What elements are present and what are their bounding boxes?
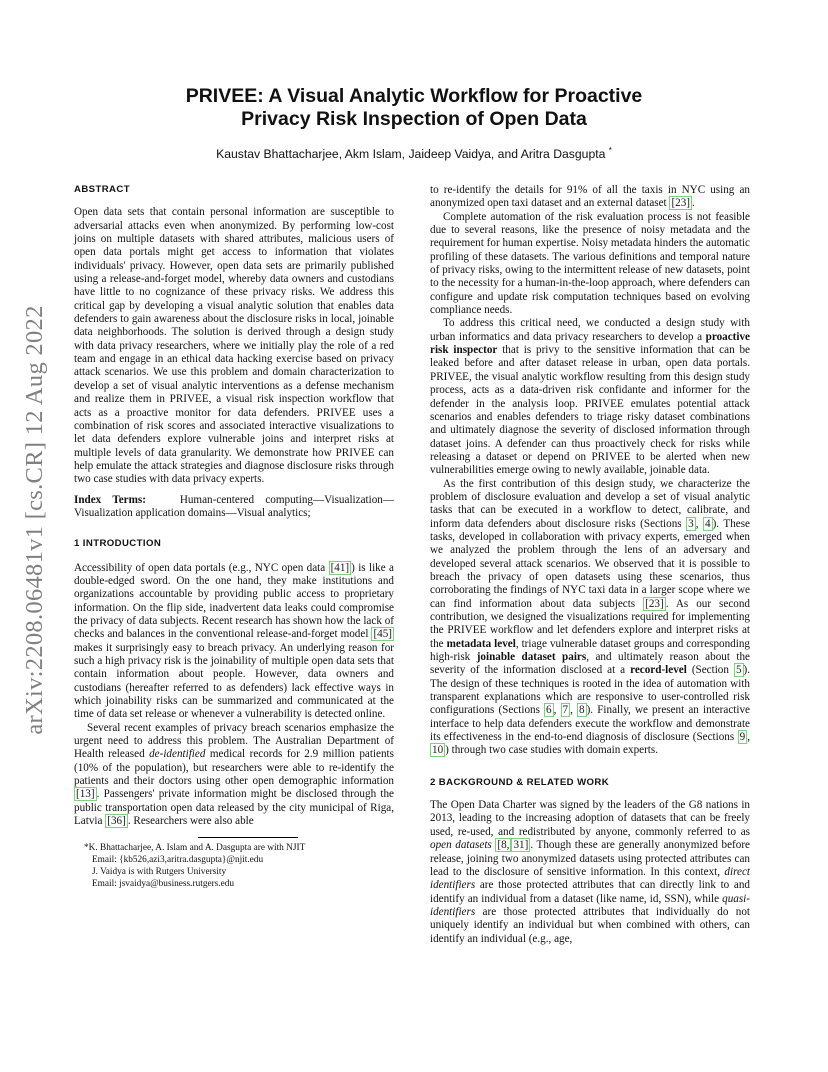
footnote-line-4: Email: jsvaidya@business.rutgers.edu bbox=[92, 879, 235, 889]
title-line-1: PRIVEE: A Visual Analytic Workflow for Proactive bbox=[185, 85, 643, 107]
text-run: Several recent examples of privacy breach scenarios emphasize the urgent need to address this problem. The Australian Department of Health released bbox=[74, 721, 394, 761]
footnote-line-1: *K. Bhattacharjee, A. Islam and A. Dasgupta are with NJIT bbox=[84, 843, 306, 853]
intro-paragraph-6: As the first contribution of this design study, we characterize the problem of disclosure evaluation and develop a set of visual analytic tasks that can be executed in a workflow to detect, calibrate, and inform data defenders about disclosure risks (Sections 3 , 4 ). These tasks, developed in collaboration with privacy experts, emerged when we analyzed the problem through the lens of an adversary and developed several attack scenarios. We observed that it is possible to breach the privacy of open datasets using these scenarios, thus corroborating the findings of NYC taxi data in a larger scope where we can find information about data subjects [23] . As our second contribution, we designed the visualizations required for implementing the PRIVEE workflow and let defenders explore and interpret risks at the metadata level, triage vulnerable dataset groups and corresponding high-risk joinable dataset pairs, and ultimately reason about the severity of the information disclosed at a record-level (Section 5 ). The design of these techniques is rooted in the idea of automation with transparent explanations which are responsive to user-controlled risk configurations (Sections 6 , 7 , 8 ). Finally, we present an interactive interface to help data defenders execute the workflow and demonstrate its effectiveness in the end-to-end diagnosis of disclosure (Sections 9 , 10 ) through two case studies with domain experts. bbox=[430, 477, 751, 757]
text-run: To address this critical need, we conducted a design study with urban informatics and data privacy researchers to develop a bbox=[430, 317, 750, 343]
bold-term: proactive risk inspector bbox=[430, 330, 750, 357]
text-run: ). The design of these techniques is rooted in the idea of automation with transparent explanations which are responsive to user-controlled risk configurations (Sections bbox=[430, 664, 751, 717]
abstract-text: Open data sets that contain personal information are susceptible to adversarial attacks even when anonymized. By performing low-cost joins on multiple datasets with shared attributes, malicious users of open data portals might get access to information that violates individuals' privacy. However, open data sets are primarily published using a release-and-forget model, whereby data owners and custodians have little to no cognizance of these privacy risks. We address this critical gap by developing a visual analytic solution that enables data defenders to gain awareness about the disclosure risks in local, joinable data neighborhoods. The solution is derived through a design study with data privacy researchers, where we initially play the role of a red team and engage in an ethical data hacking exercise based on privacy attack scenarios. We use this problem and domain characterization to develop a set of visual analytic interventions as a defense mechanism and realize them in PRIVEE, a visual risk inspection workflow that acts as a proactive monitor for data defenders. PRIVEE uses a combination of risk scores and associated interactive visualizations to let data defenders explore vulnerable joins and interpret risks at multiple levels of data granularity. We demonstrate how PRIVEE can help emulate the attack strategies and diagnose disclosure risks through two case studies with data privacy experts. bbox=[74, 206, 394, 486]
bold-term: metadata level bbox=[446, 637, 516, 650]
author-footnote-mark: * bbox=[608, 146, 612, 155]
section-ref-3[interactable]: 3 bbox=[688, 517, 694, 530]
text-run: . As our second contribution, we designed the visualizations required for implementing the PRIVEE workflow and let defenders explore and interpret risks at the bbox=[430, 597, 750, 650]
text-run: ) through two case studies with domain experts. bbox=[445, 744, 659, 757]
index-terms-label: Index Terms: bbox=[74, 493, 146, 506]
section-ref-8[interactable]: 8 bbox=[579, 704, 585, 717]
arxiv-stamp bbox=[10, 280, 60, 760]
footnote-line-3: J. Vaidya is with Rutgers University bbox=[92, 867, 227, 877]
emphasis: de-identified bbox=[149, 748, 206, 761]
section-ref-4[interactable]: 4 bbox=[705, 517, 711, 530]
emphasis: direct identifiers bbox=[430, 865, 750, 892]
intro-paragraph-3 bbox=[430, 184, 750, 211]
emphasis: open datasets bbox=[430, 839, 492, 852]
text-run: , and ultimately reason about the severity of the information disclosed at a bbox=[430, 651, 751, 677]
emphasis: quasi-identifiers bbox=[430, 892, 750, 918]
section-ref-5[interactable]: 5 bbox=[735, 664, 742, 677]
intro-paragraph-1 bbox=[74, 562, 394, 722]
arxiv-stamp-text: arXiv:2208.06481v1 [cs.CR] 12 Aug 2022 bbox=[21, 305, 48, 735]
text-run: The Open Data Charter was signed by the leaders of the G8 nations in 2013, leading to the increasing adoption of datasets that can be freely used, re-used, and redistributed by anyone, commonly referred to as bbox=[430, 799, 750, 838]
section-ref-9[interactable]: 9 bbox=[739, 731, 746, 744]
section-ref-6[interactable]: 6 bbox=[546, 704, 552, 717]
citation-13[interactable]: [13] bbox=[76, 788, 95, 801]
intro-paragraph-5 bbox=[430, 317, 750, 477]
text-run: that is privy to the sensitive information that can be leaked before and after dataset release in urban, open data portals. PRIVEE, the visual analytic workflow resulting from this design study process, acts as a data-driven risk confidante and informer for the defender in the analysis loop. PRIVEE emulates potential attack scenarios and enables defenders to triage risky dataset combinations and ultimately diagnose the severity of disclosed information through dataset joins. A defender can thus proactively check for risks while releasing a dataset or depend on PRIVEE to be alerted when new vulnerabilities emerge owing to newly available, joinable data. bbox=[430, 344, 750, 477]
text-run: . Passengers' private information might be disclosed through the public transportation open data released by the city municipal of Riga, Latvia bbox=[74, 788, 394, 828]
intro-paragraph-4: Complete automation of the risk evaluation process is not feasible due to several reasons, like the presence of noisy metadata and the requirement for human expertise. Noisy metadata hinders the automatic profiling of these datasets. The various definitions and temporal nature of privacy risks, owing to the intermittent release of new datasets, point to the necessity for a human-in-the-loop approach, where defenders can configure and update risk computation techniques based on evolving compliance needs. bbox=[430, 210, 750, 317]
index-terms-text: Human-centered computing—Visualization—Visualization application domains—Visual analytics; bbox=[74, 493, 394, 519]
intro-paragraph-2 bbox=[74, 722, 394, 829]
title-line-2: Privacy Risk Inspection of Open Data bbox=[241, 108, 587, 130]
text-run: are those protected attributes that can directly link to and identify an individual from a dataset (like name, id, SSN), while bbox=[430, 879, 750, 905]
text-run: ). These tasks, developed in collaboration with privacy experts, emerged when we analyzed the problem through the lens of an adversary and developed several attack scenarios. We observed that it is possible to breach the privacy of open datasets using these scenarios, thus corroborating the findings of NYC taxi data in a larger scope where we can find information about data subjects bbox=[430, 517, 750, 610]
section-1-heading: 1 INTRODUCTION bbox=[74, 538, 162, 550]
index-terms bbox=[74, 494, 394, 521]
text-run: . Though these are generally anonymized before release, joining two anonymized datasets using protected attributes can lead to the disclosure of sensitive information. In this context, bbox=[430, 839, 750, 878]
citation-41[interactable]: [41] bbox=[330, 561, 350, 574]
background-paragraph-1 bbox=[430, 799, 750, 946]
text-run: ). Finally, we present an interactive interface to help data defenders execute the workflow and demonstrate its effectiveness in the end-to-end diagnosis of disclosure (Sections bbox=[430, 704, 750, 744]
citation-31[interactable]: 31] bbox=[513, 839, 529, 852]
left-column bbox=[74, 183, 394, 828]
text-run: , triage vulnerable dataset groups and corresponding high-risk bbox=[430, 637, 750, 664]
text-run: As the first contribution of this design study, we characterize the problem of disclosure evaluation and develop a set of visual analytic tasks that can be executed in a workflow to detect, calibrate, and inform data defenders about disclosure risks (Sections bbox=[430, 477, 750, 530]
text-run: . bbox=[692, 197, 695, 210]
right-column bbox=[430, 184, 750, 946]
bold-term: record-level bbox=[630, 664, 687, 677]
citation-23[interactable]: [23] bbox=[671, 197, 690, 210]
text-run: . Researchers were also able bbox=[127, 815, 254, 828]
text-run: Accessibility of open data portals (e.g., NYC open data bbox=[74, 561, 329, 574]
footnote-line-2: Email: {kb526,azi3,aritra.dasgupta}@njit.edu bbox=[92, 855, 264, 865]
citation-45[interactable]: [45] bbox=[373, 628, 392, 641]
text-run: , bbox=[695, 517, 704, 530]
text-run: medical records for 2.9 million patients (10% of the population), but researchers were able to re-identify the patients and their doctors using other open demographic information bbox=[74, 748, 394, 788]
text-run: to re-identify the details for 91% of all the taxis in NYC using an anonymized open taxi dataset and an external dataset bbox=[430, 184, 750, 210]
citation-23[interactable]: [23] bbox=[645, 597, 664, 610]
section-ref-10[interactable]: 10 bbox=[432, 744, 444, 757]
footnote bbox=[84, 842, 384, 890]
author-names: Kaustav Bhattacharjee, Akm Islam, Jaideep Vaidya, and Aritra Dasgupta bbox=[216, 147, 606, 162]
section-2-heading: 2 BACKGROUND & RELATED WORK bbox=[430, 776, 610, 788]
paper-title bbox=[0, 85, 828, 131]
abstract-heading: ABSTRACT bbox=[74, 184, 130, 195]
text-run: are those protected attributes that individually do not uniquely identify an individual but when combined with others, can identify an individual (e.g., age, bbox=[430, 905, 750, 945]
author-list bbox=[0, 146, 828, 161]
text-run: makes it surprisingly easy to breach privacy. An underlying reason for such a high privacy risk is the joinability of multiple open data sets that contain information about people. However, data owners and custodians (hereafter referred to as defenders) lack effective ways in which joinability risks can be summarized and communicated at the time of data set release or whenever a vulnerability is detected online. bbox=[74, 641, 394, 721]
citation-8[interactable]: [8, bbox=[497, 839, 510, 852]
text-run: ) is like a double-edged sword. On the one hand, they make institutions and organizations accountable by providing public access to proprietary information. On the flip side, inadvertent data leaks could compromise the privacy of data subjects. Recent research has shown how the lack of checks and balances in the conventional release-and-forget model bbox=[74, 561, 395, 641]
bold-term: joinable dataset pairs bbox=[476, 651, 587, 664]
text-run: (Section bbox=[686, 664, 734, 677]
citation-36[interactable]: [36] bbox=[107, 815, 126, 828]
section-ref-7[interactable]: 7 bbox=[562, 704, 569, 717]
footnote-rule bbox=[198, 837, 298, 838]
